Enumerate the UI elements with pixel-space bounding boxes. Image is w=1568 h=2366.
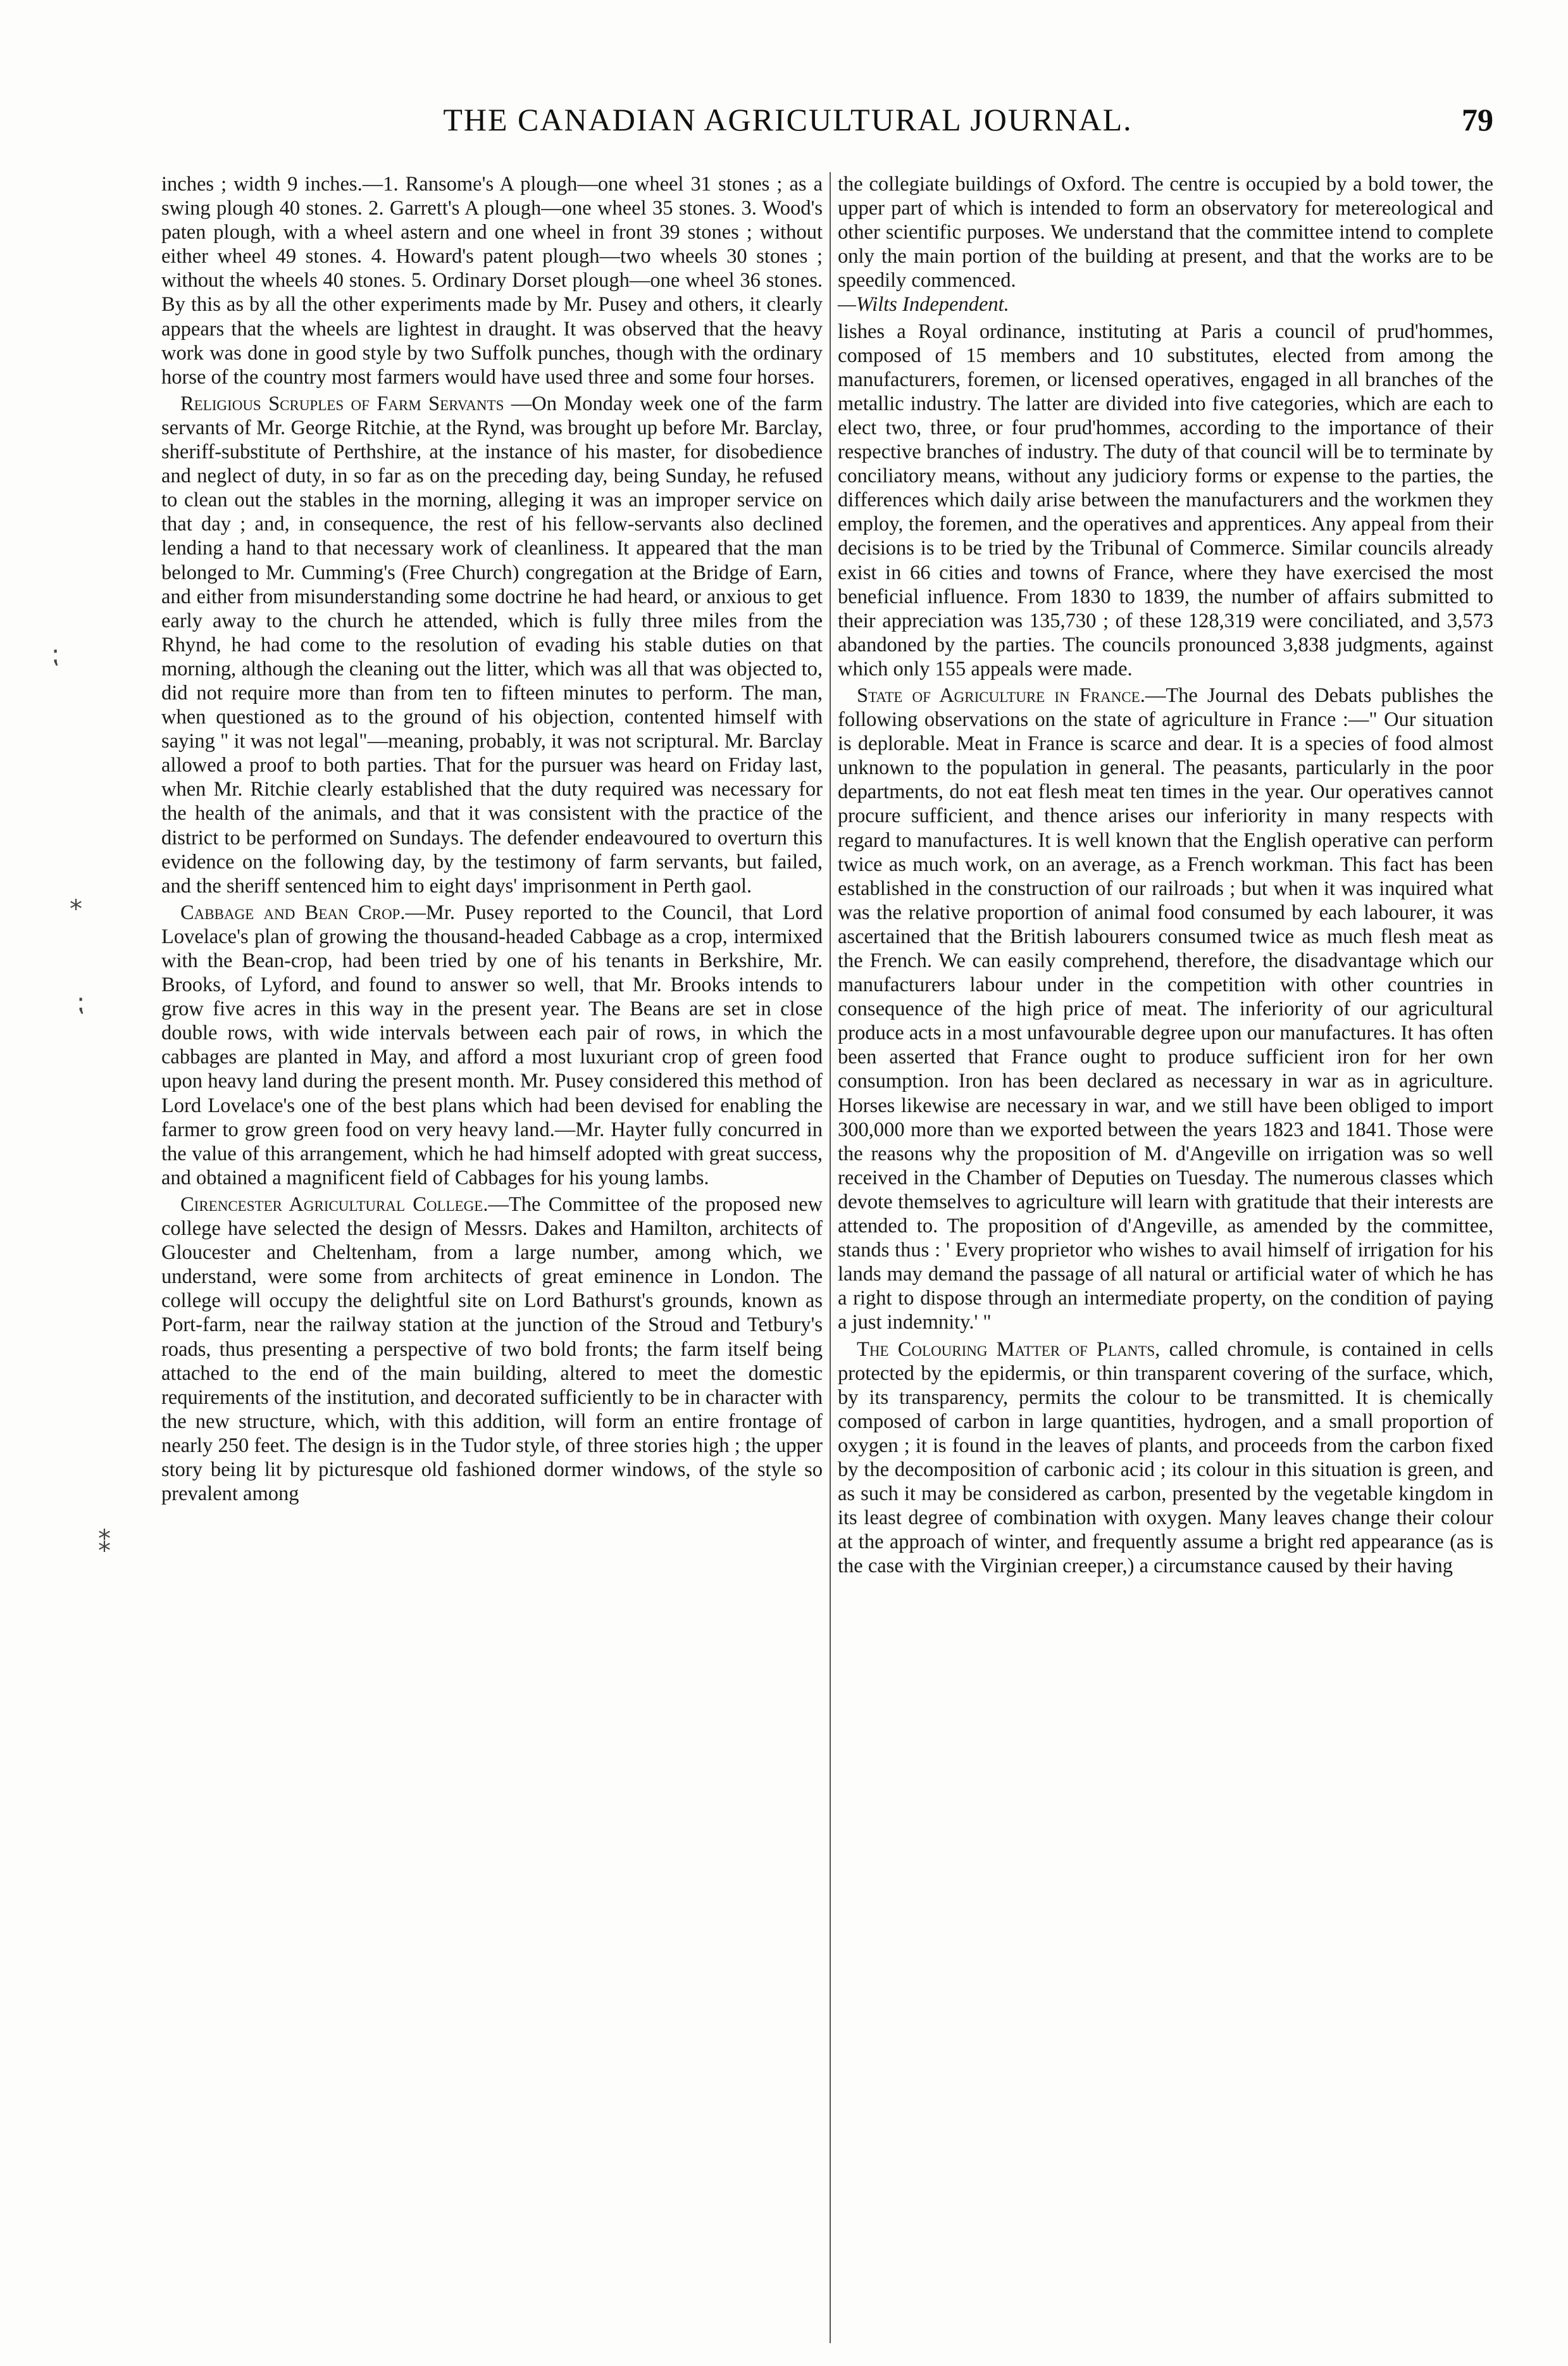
- page-number: 79: [1462, 102, 1493, 137]
- article-body: —On Monday week one of the farm servants of Mr. George Ritchie, at the Rynd, was brought up before Mr. Barclay, sheriff-substitute of Perthshire, at the instance of his master, for disobedience and neglect of duty, in so far as on the preceding day, being Sunday, he refused to clean out the stables in the morning, alleging it was an improper service on that day ; and, in consequence, the rest of his fellow-servants also declined lending a hand to that necessary work of cleanliness. It appeared that the man belonged to Mr. Cumming's (Free Church) congregation at the Bridge of Earn, and either from misunderstanding some doctrine he had heard, or anxious to get early away to the church he attended, which is fully three miles from the Rhynd, he had come to the resolution of evading his stable duties on that morning, although the cleaning out the litter, which was all that was objected to, did not require more than from ten to fifteen minutes to perform. The man, when questioned as to the ground of his objection, contented himself with saying " it was not legal"—meaning, probably, it was not scriptural. Mr. Barclay allowed a proof to both parties. That for the pursuer was heard on Friday last, when Mr. Ritchie clearly established that the duty required was necessary for the health of the animals, and that it was consistent with the practice of the district to be performed on Sundays. The defender endeavoured to overturn this evidence on the following day, by the testimony of farm servants, but failed, and the sheriff sentenced him to eight days' imprisonment in Perth gaol.: [161, 392, 823, 898]
- article-heading: Cirencester Agricultural College: [180, 1192, 483, 1216]
- margin-mark: ⁎: [70, 887, 82, 915]
- right-column: [838, 172, 1493, 1578]
- paragraph-text: the collegiate buildings of Oxford. The centre is occupied by a bold tower, the upper part of which is intended to form an observatory for metereological and other scientific purposes. We understand that the committee intend to complete only the main portion of the building at present, and that the works are to be speedily commenced.: [838, 173, 1493, 292]
- source-credit: —Wilts Independent.: [838, 293, 1009, 316]
- paragraph: inches ; width 9 inches.—1. Ransome's A plough—one wheel 31 stones ; as a swing plough 40 stones. 2. Garrett's A plough—one wheel 35 stones. 3. Wood's paten plough, with a wheel astern and one wheel in front 39 stones ; without either wheel 49 stones. 4. Howard's patent plough—two wheels 30 stones ; without the wheels 40 stones. 5. Ordinary Dorset plough—one wheel 36 stones. By this as by all the other experiments made by Mr. Pusey and others, it clearly appears that the wheels are lightest in draught. It was observed that the heavy work was done in good style by two Suffolk punches, though with the ordinary horse of the country most farmers would have used three and some four horses.: [161, 173, 823, 389]
- article-body: .—The Committee of the proposed new college have selected the design of Messrs. Dakes and Hamilton, architects of Gloucester and Cheltenham, from a large number, among which, we understand, were some from architects of great eminence in London. The college will occupy the delightful site on Lord Bathurst's grounds, known as Port-farm, near the railway station at the junction of the Stroud and Tetbury's roads, thus presenting a perspective of two bold fronts; the farm itself being attached to the end of the main building, altered to meet the domestic requirements of the institution, and decorated sufficiently to be in character with the new structure, which, with this addition, will form an entire frontage of nearly 250 feet. The design is in the Tudor style, of three stories high ; the upper story being lit by picturesque old fashioned dormer windows, of the style so prevalent among: [161, 1192, 823, 1506]
- margin-mark: ⁑: [98, 1529, 111, 1558]
- left-column: [161, 172, 823, 1506]
- paragraph: [838, 172, 1493, 317]
- article-body: , called chromule, is contained in cells protected by the epidermis, or thin transparent covering of the surface, which, by its transparency, permits the colour to be transmitted. It is chemically composed of carbon in large quantities, hydrogen, and a small proportion of oxygen ; it is found in the leaves of plants, and proceeds from the carbon fixed by the decomposition of carbonic acid ; its colour in this situation is green, and as such it may be considered as carbon, presented by the vegetable kingdom in its least degree of combination with oxygen. Many leaves change their colour at the approach of winter, and frequently assume a bright red appearance (as is the case with the Virginian creeper,) a circumstance caused by their having: [838, 1337, 1493, 1578]
- article-colouring-matter: [838, 1337, 1493, 1579]
- article-cabbage-bean: [161, 901, 823, 1190]
- article-heading: The Colouring Matter of Plants: [857, 1337, 1155, 1361]
- article-body: .—The Journal des Debats publishes the following observations on the state of agriculture in France :—" Our situation is deplorable. Meat in France is scarce and dear. It is a species of food almost unknown to the population in general. The peasants, particularly in the poor departments, do not eat flesh meat ten times in the year. Our operatives cannot procure sufficient, and thence arises our inferiority in many respects with regard to manufactures. It is well known that the English operative can perform twice as much work, on an average, as a French workman. This fact has been established in the construction of our railroads ; but when it was inquired what was the relative proportion of animal food consumed by each labourer, it was ascertained that the British labourers consumed twice as much flesh meat as the French. We can easily comprehend, therefore, the disadvantage which our manufacturers labour under in the competition with other countries in consequence of the high price of meat. The inferiority of our agricultural produce acts in a most unfavourable degree upon our manufactures. It has often been asserted that France ought to produce sufficient iron for her own consumption. Iron has been declared as necessary in war as in agriculture. Horses likewise are necessary in war, and we still have been obliged to import 300,000 more than we exported between the years 1823 and 1841. Those were the reasons why the proposition of M. d'Angeville on irrigation was so well received in the Chamber of Deputies on Tuesday. The numerous classes which devote themselves to agriculture will learn with gratitude that their interests are attended to. The proposition of d'Angeville, as amended by the committee, stands thus : ' Every proprietor who wishes to avail himself of irrigation for his lands may demand the passage of all natural or artificial water of which he has a right to dispose through an intermediate property, on the condition of paying a just indemnity.' ": [838, 684, 1493, 1334]
- margin-mark: ⁏: [51, 640, 59, 668]
- column-divider: [830, 172, 831, 2343]
- article-heading: State of Agriculture in France: [857, 684, 1140, 707]
- page-header: [158, 101, 1493, 152]
- article-heading: Religious Scruples of Farm Servants: [180, 392, 504, 415]
- margin-mark: ⁏: [76, 988, 85, 1017]
- running-title: THE CANADIAN AGRICULTURAL JOURNAL.: [443, 102, 1133, 137]
- paragraph: lishes a Royal ordinance, instituting at Paris a council of prud'hommes, composed of 15 members and 10 substitutes, elected from among the manufacturers, foremen, or licensed operatives, engaged in all branches of the metallic industry. The latter are divided into five categories, which are each to elect two, three, or four prud'hommes, according to the importance of their respective branches of industry. The duty of that council will be to terminate by conciliatory means, without any judiciory forms or expense to the parties, the differences which daily arise between the manufacturers and the workmen they employ, the foremen, and the operatives and apprentices. Any appeal from their decisions is to be tried by the Tribunal of Commerce. Similar councils already exist in 66 cities and towns of France, where they have exercised the most beneficial influence. From 1830 to 1839, the number of affairs submitted to their appreciation was 135,730 ; of these 128,319 were conciliated, and 3,573 abandoned by the parties. The councils pronounced 3,838 judgments, against which only 155 appeals were made.: [838, 320, 1493, 680]
- article-agriculture-france: [838, 684, 1493, 1335]
- article-heading: Cabbage and Bean Crop: [180, 901, 401, 924]
- article-cirencester: [161, 1192, 823, 1506]
- article-religious-scruples: [161, 392, 823, 898]
- article-body: .—Mr. Pusey reported to the Council, that Lord Lovelace's plan of growing the thousand-headed Cabbage as a crop, intermixed with the Bean-crop, had been tried by one of his tenants in Berkshire, Mr. Brooks, of Lyford, and found to answer so well, that Mr. Brooks intends to grow five acres in this way in the present year. The Beans are set in close double rows, with wide intervals between each pair of rows, in which the cabbages are planted in May, and afford a most luxuriant crop of green food upon heavy land during the present month. Mr. Pusey considered this method of Lord Lovelace's one of the best plans which had been devised for enabling the farmer to grow green food on very heavy land.—Mr. Hayter fully concurred in the value of this arrangement, which he had himself adopted with great success, and obtained a magnificent field of Cabbages for his young lambs.: [161, 901, 823, 1189]
